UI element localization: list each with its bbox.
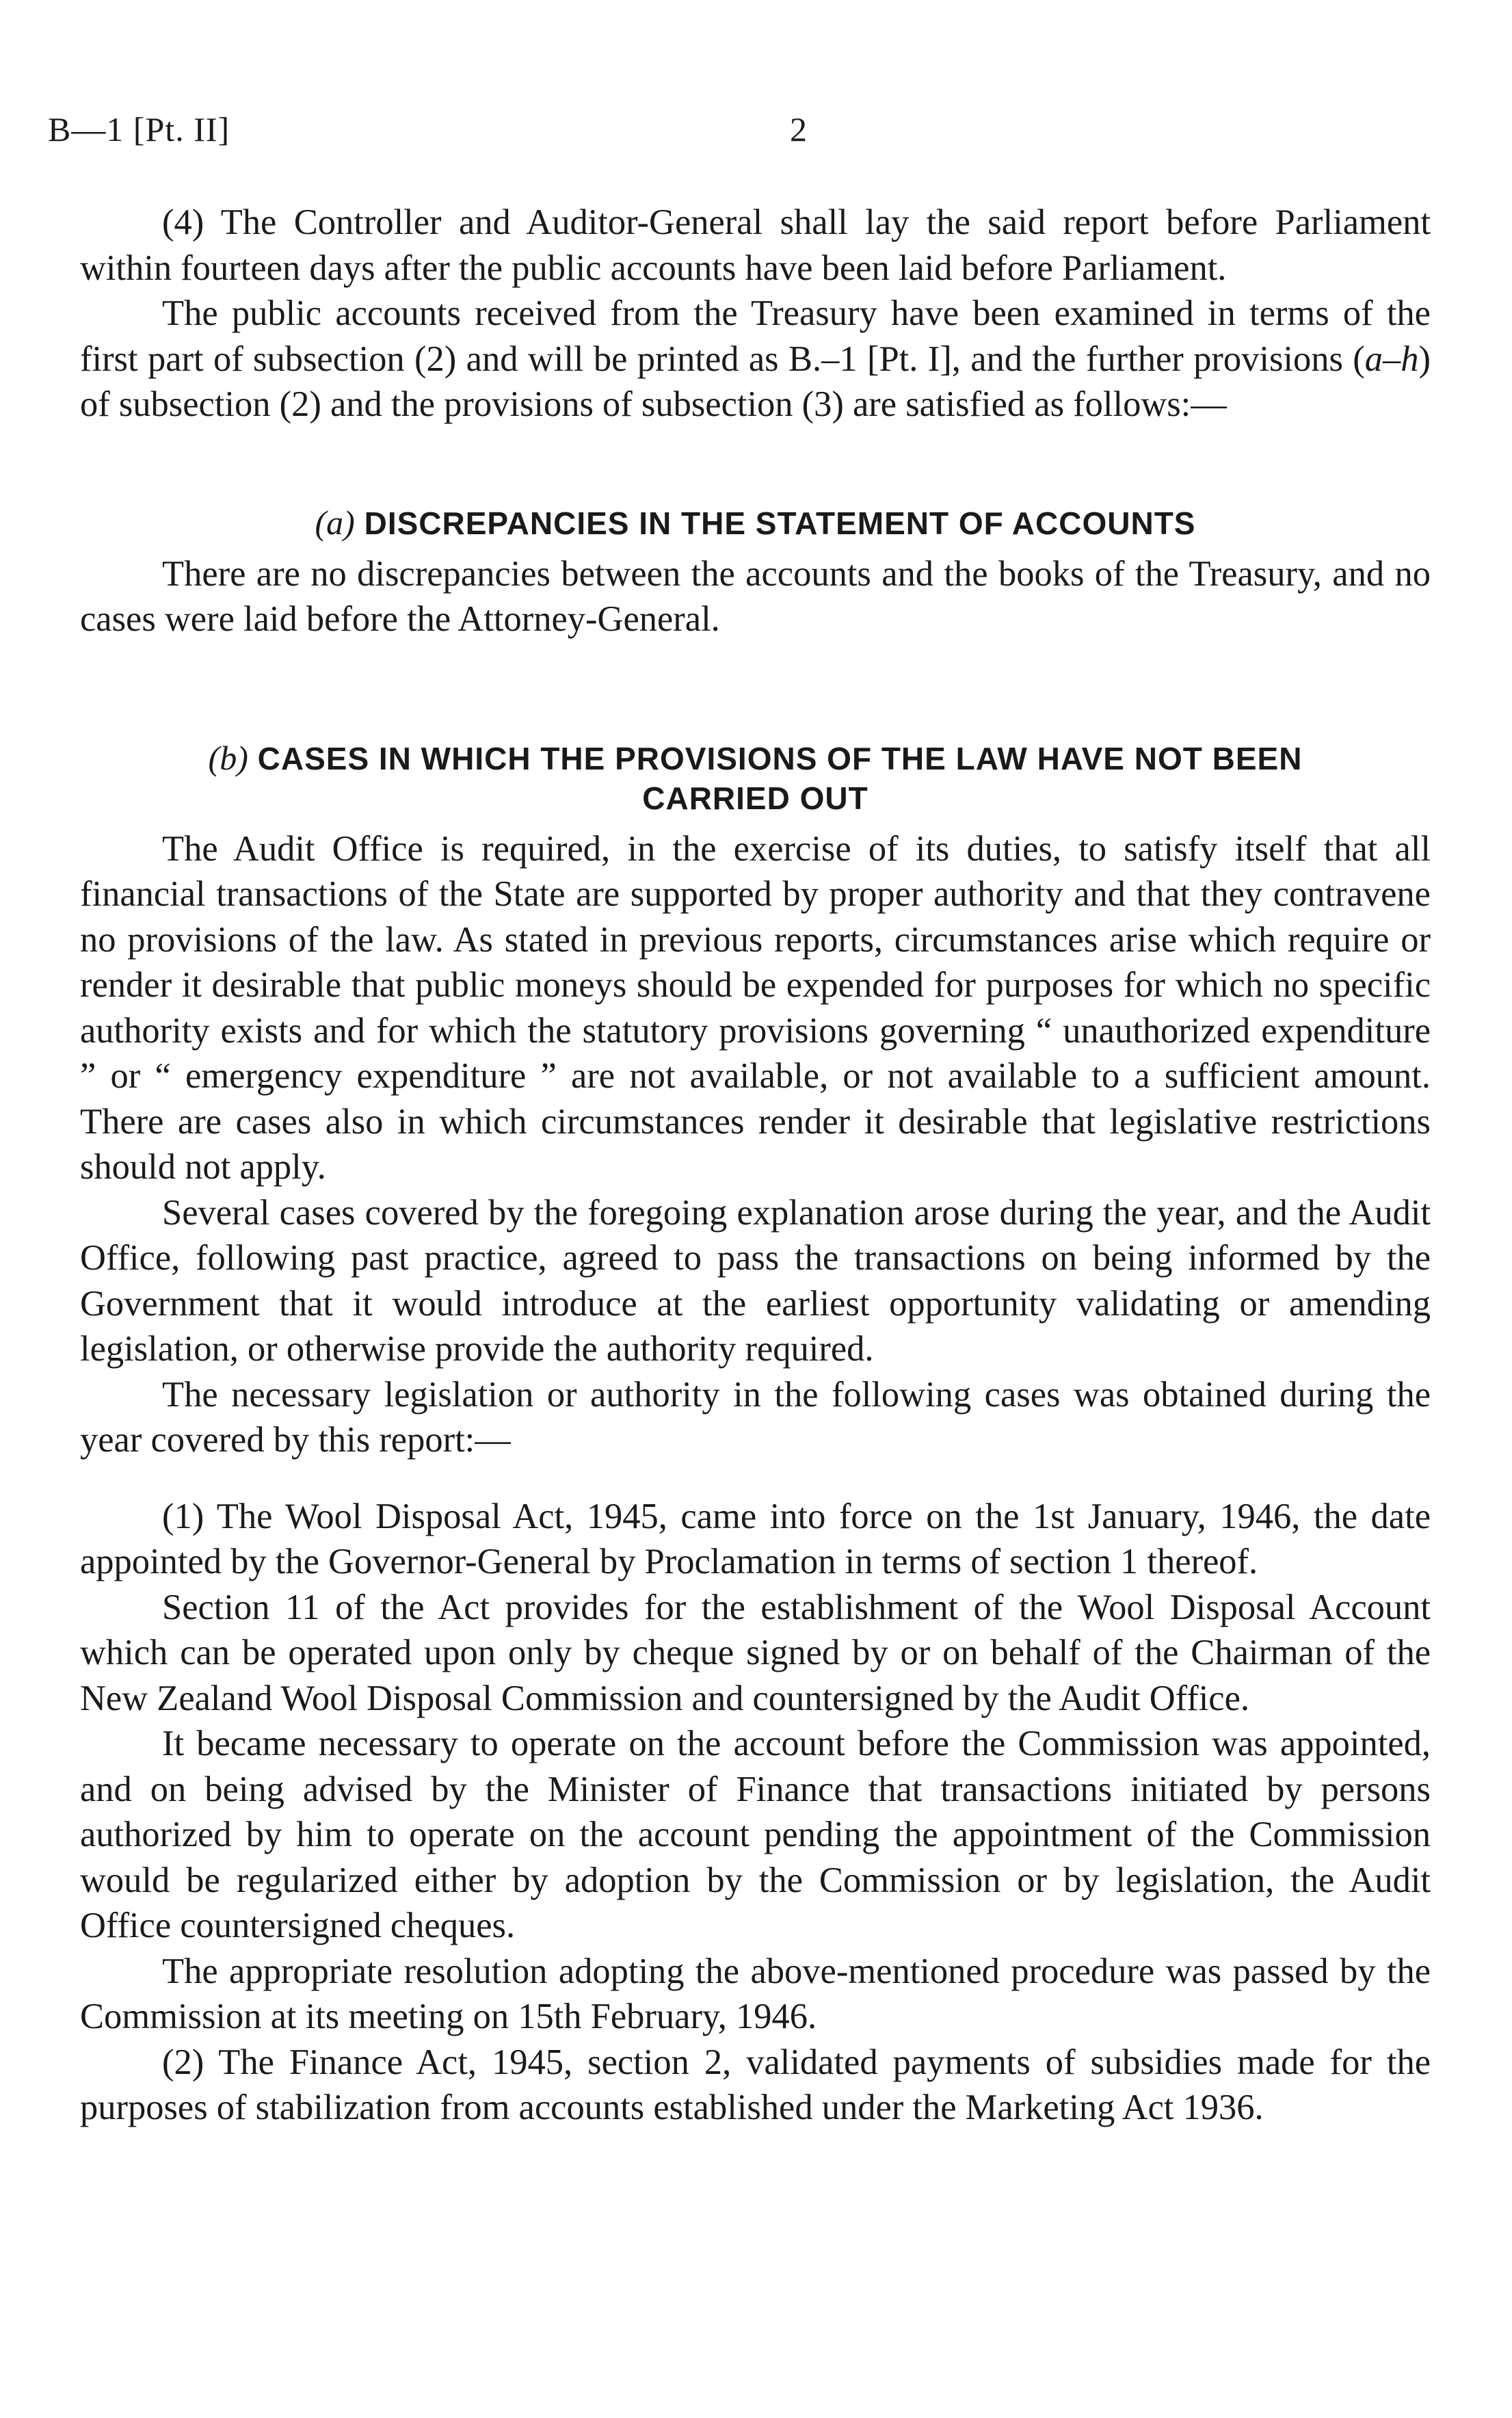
heading-a-label: (a): [315, 503, 355, 542]
heading-a-title: DISCREPANCIES IN THE STATEMENT OF ACCOUNTS: [364, 505, 1196, 541]
paragraph-public-accounts-end: ) of subsection (2) and the provisions of subsection (3) are satisfied as follows:—: [80, 339, 1431, 424]
heading-b-title-line2: CARRIED OUT: [642, 780, 868, 816]
heading-discrepancies: [80, 503, 1431, 543]
paragraph-wool-disposal-act: (1) The Wool Disposal Act, 1945, came into force on the 1st January, 1946, the date appointed by the Governor-General by Proclamation in terms of section 1 thereof.: [80, 1496, 1431, 1581]
document-reference: B—1 [Pt. II]: [48, 110, 230, 148]
page-number: 2: [790, 110, 807, 148]
paragraph-finance-act: (2) The Finance Act, 1945, section 2, validated payments of subsidies made for the purposes of stabilization from accounts established under the Marketing Act 1936.: [80, 2042, 1431, 2127]
heading-b-line-1: [80, 738, 1431, 778]
document-body: [80, 200, 1431, 2131]
paragraph-resolution: The appropriate resolution adopting the above-mentioned procedure was passed by the Commission at its meeting on 15th February, 1946.: [80, 1951, 1431, 2036]
heading-b-label: (b): [208, 738, 248, 777]
paragraph-no-discrepancies: There are no discrepancies between the accounts and the books of the Treasury, and no cases were laid before the Attorney-General.: [80, 553, 1431, 639]
heading-law-not-carried-out: [80, 738, 1431, 818]
paragraph-necessary-legislation: The necessary legislation or authority in the following cases was obtained during the year covered by this report:—: [80, 1374, 1431, 1460]
running-header: [48, 109, 1463, 164]
paragraph-audit-duties: The Audit Office is required, in the exercise of its duties, to satisfy itself that all financial transactions of the State are supported by proper authority and that they contravene no provisions of the law. As stated in previous reports, circumstances arise which require or render it desirable that public moneys should be expended for purposes for which no specific authority exists and for which the statutory provisions governing “ unauthorized expenditure ” or “ emergency expenditure ” are not available, or not available to a sufficient amount. There are cases also in which circumstances render it desirable that legislative restrictions should not apply.: [80, 828, 1431, 1187]
paragraph-several-cases: Several cases covered by the foregoing explanation arose during the year, and the Audit Office, following past practice, agreed to pass the transactions on being informed by the Government that it would introduce at the earliest opportunity validating or amending legislation, or otherwise provide the authority required.: [80, 1192, 1431, 1369]
paragraph-subsection-4: (4) The Controller and Auditor-General shall lay the said report before Parliament within fourteen days after the public accounts have been laid before Parliament.: [80, 202, 1431, 288]
heading-b-title-line1: CASES IN WHICH THE PROVISIONS OF THE LAW HAVE NOT BEEN: [257, 740, 1303, 776]
paragraph-public-accounts: [80, 291, 1431, 428]
paragraph-commission-appointment: It became necessary to operate on the account before the Commission was appointed, and on being advised by the Minister of Finance that transactions initiated by persons authorized by him to operate on the account pending the appointment of the Commission would be regularized either by adoption by the Commission or by legislation, the Audit Office countersigned cheques.: [80, 1724, 1431, 1945]
paragraph-section-11: Section 11 of the Act provides for the establishment of the Wool Disposal Account which can be operated upon only by cheque signed by or on behalf of the Chairman of the New Zealand Wool Disposal Commission and countersigned by the Audit Office.: [80, 1587, 1431, 1718]
paragraph-public-accounts-start: The public accounts received from the Treasury have been examined in terms of the first part of subsection (2) and will be printed as B.–1 [Pt. I], and the further provisions (: [80, 293, 1431, 379]
provision-range: a–h: [1364, 339, 1419, 379]
